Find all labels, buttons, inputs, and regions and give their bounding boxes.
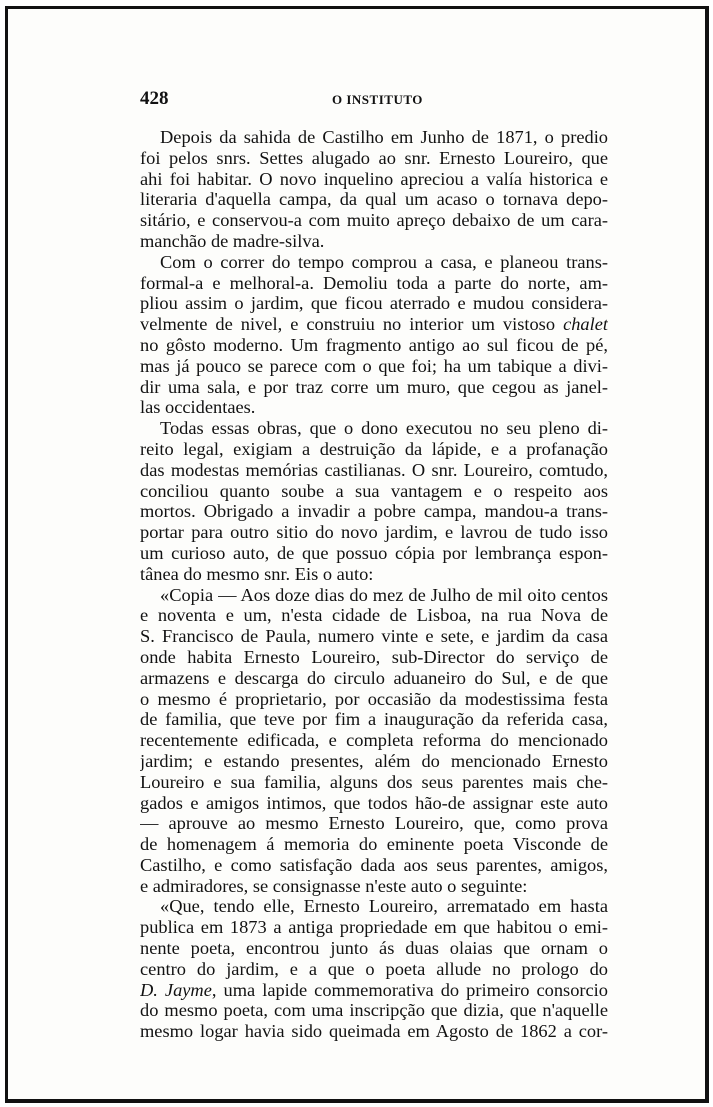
text-line: portar para outro sitio do novo jardim, e lavrou de tudo isso <box>140 522 608 543</box>
text-line: «Copia — Aos doze dias do mez de Julho de mil oito centos <box>160 584 608 605</box>
text-segment: velmente de nivel, e construiu no interior um vistoso <box>140 314 564 335</box>
text-line: ahi foi habitar. O novo inquelino apreciou a valía historica e <box>140 168 608 189</box>
text-line: conciliou quanto soube a sua vantagem e o respeito aos <box>140 480 608 501</box>
text-line: Com o correr do tempo comprou a casa, e planeou trans- <box>160 251 608 272</box>
paragraph-3 <box>140 418 608 584</box>
text-line: pliou assim o jardim, que ficou aterrado e mudou considera- <box>140 293 608 314</box>
text-line: Castilho, e como satisfação dada aos seus parentes, amigos, <box>140 854 608 875</box>
text-line: um curioso auto, de que possuo cópia por lembrança espon- <box>140 542 608 563</box>
text-line-with-italic <box>140 980 608 1001</box>
text-line: foi pelos snrs. Settes alugado ao snr. Ernesto Loureiro, que <box>140 147 608 168</box>
text-line: de homenagem á memoria do eminente poeta Visconde de <box>140 834 608 855</box>
text-line: armazens e descarga do circulo aduaneiro do Sul, e de que <box>140 667 608 688</box>
text-line: sitário, e conservou-a com muito apreço debaixo de um cara- <box>140 210 608 231</box>
text-line: o mesmo é proprietario, por occasião da modestissima festa <box>140 688 608 709</box>
page-number: 428 <box>140 88 169 109</box>
text-line: e admiradores, se consignasse n'este auto o seguinte: <box>140 875 528 896</box>
text-segment: , uma lapide commemorativa do primeiro consorcio <box>211 979 608 1000</box>
text-line: mortos. Obrigado a invadir a pobre campa, mandou-a trans- <box>140 501 608 522</box>
text-line: jardim; e estando presentes, além do mencionado Ernesto <box>140 750 608 771</box>
text-line: reito legal, exigiam a destruição da lápide, e a profanação <box>140 438 608 459</box>
text-line: — aprouve ao mesmo Ernesto Loureiro, que, como prova <box>140 813 608 834</box>
running-head: O INSTITUTO <box>332 92 423 107</box>
text-line: Todas essas obras, que o dono executou no seu pleno di- <box>160 418 608 439</box>
text-line: publica em 1873 a antiga propriedade em que habitou o emi- <box>140 917 608 938</box>
text-line: mas já pouco se parece com o que foi; ha um tabique a divi- <box>140 355 608 376</box>
text-line: mesmo logar havia sido queimada em Agosto de 1862 a cor- <box>140 1021 608 1042</box>
page-header <box>140 88 608 112</box>
text-line: tânea do mesmo snr. Eis o auto: <box>140 563 374 584</box>
text-line: las occidentaes. <box>140 397 256 418</box>
text-line: literaria d'aquella campa, da qual um acaso o tornava depo- <box>140 189 608 210</box>
paragraph-5 <box>140 896 608 1042</box>
text-line: das modestas memórias castilianas. O snr. Loureiro, comtudo, <box>140 459 608 480</box>
text-line-with-italic <box>140 314 608 335</box>
paragraph-1 <box>140 127 608 252</box>
text-line: recentemente edificada, e completa reforma do mencionado <box>140 730 608 751</box>
text-line: nente poeta, encontrou junto ás duas olaias que ornam o <box>140 938 608 959</box>
text-line: e noventa e um, n'esta cidade de Lisboa, na rua Nova de <box>140 605 608 626</box>
italic-title: D. Jayme <box>140 979 212 1000</box>
text-line: no gôsto moderno. Um fragmento antigo ao sul ficou de pé, <box>140 334 608 355</box>
text-line: Depois da sahida de Castilho em Junho de 1871, o predio <box>160 127 608 147</box>
text-line: «Que, tendo elle, Ernesto Loureiro, arrematado em hasta <box>160 896 608 917</box>
paragraph-2 <box>140 252 608 418</box>
text-line: formal-a e melhoral-a. Demoliu toda a parte do norte, am- <box>140 272 608 293</box>
text-line: S. Francisco de Paula, numero vinte e sete, e jardim da casa <box>140 626 608 647</box>
text-line: Loureiro e sua familia, alguns dos seus parentes mais che- <box>140 771 608 792</box>
text-line: do mesmo poeta, com uma inscripção que dizia, que n'aquelle <box>140 1000 608 1021</box>
text-line: gados e amigos intimos, que todos hão-de assignar este auto <box>140 792 608 813</box>
text-line: centro do jardim, e a que o poeta allude no prologo do <box>140 958 608 979</box>
text-body <box>140 127 608 1042</box>
text-line: de familia, que teve por fim a inauguração da referida casa, <box>140 709 608 730</box>
paragraph-4 <box>140 585 608 897</box>
italic-word: chalet <box>563 314 608 335</box>
text-line: onde habita Ernesto Loureiro, sub-Director do serviço de <box>140 646 608 667</box>
text-line: dir uma sala, e por traz corre um muro, que cegou as janel- <box>140 376 608 397</box>
text-line: manchão de madre-silva. <box>140 230 325 251</box>
